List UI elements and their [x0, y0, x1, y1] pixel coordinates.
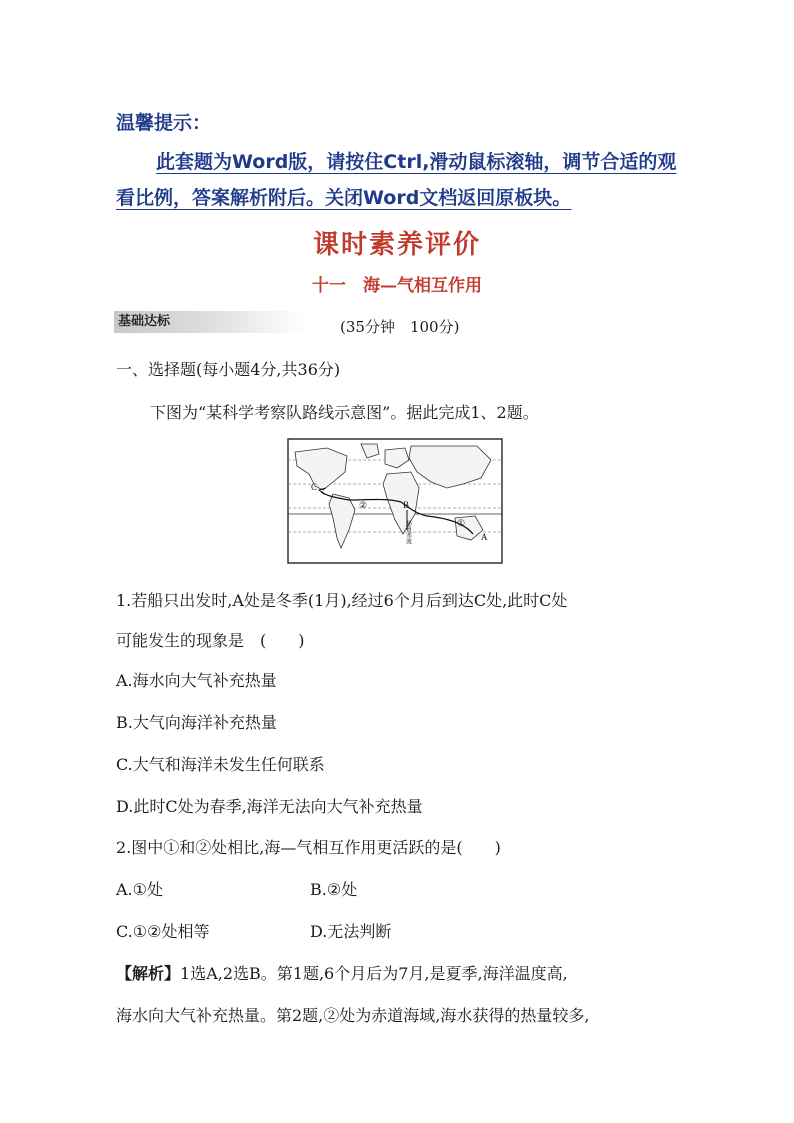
question-intro: 下图为“某科学考察队路线示意图”。据此完成1、2题。 [150, 403, 539, 422]
q2-option-d: D.无法判断 [310, 922, 392, 941]
label-b: B [403, 500, 410, 510]
analysis-tag: 【解析】 [116, 964, 181, 983]
section-heading: 一、选择题(每小题4分,共36分) [116, 360, 341, 379]
analysis-text: 1选A,2选B。第1题,6个月后为7月,是夏季,海洋温度高, [180, 964, 568, 983]
q1-option-c: C.大气和海洋未发生任何联系 [116, 755, 325, 774]
time-score: (35分钟 100分) [340, 318, 460, 336]
q2-stem: 2.图中①和②处相比,海—气相互作用更活跃的是( ) [116, 838, 501, 857]
q2-option-b: B.②处 [310, 880, 358, 899]
q2-option-c: C.①②处相等 [116, 922, 210, 941]
label-two: ② [359, 500, 368, 510]
q2-option-a: A.①处 [116, 880, 163, 899]
q1-option-a: A.海水向大气补充热量 [116, 671, 277, 690]
route-map [287, 438, 503, 564]
lesson-subtitle: 十一 海—气相互作用 [312, 276, 482, 296]
level-badge: 基础达标 [114, 311, 308, 333]
tip-title: 温馨提示： [116, 112, 212, 134]
label-one: ① [457, 518, 466, 528]
tip-body: 此套题为Word版，请按住Ctrl,滑动鼠标滚轴，调节合适的观看比例，答案解析附后。关闭Word文档返回原板块。 [116, 151, 677, 209]
label-current: 秘鲁寒流 [404, 520, 412, 544]
q1-option-b: B.大气向海洋补充热量 [116, 713, 277, 732]
label-a: A [481, 532, 488, 542]
q1-option-d: D.此时C处为春季,海洋无法向大气补充热量 [116, 797, 423, 816]
q1-line1: 1.若船只出发时,A处是冬季(1月),经过6个月后到达C处,此时C处 [116, 591, 568, 610]
q1-line2: 可能发生的现象是 ( ) [116, 631, 305, 650]
analysis-line1 [116, 961, 568, 984]
page-title: 课时素养评价 [312, 230, 481, 260]
label-c: C [311, 482, 318, 492]
analysis-line2: 海水向大气补充热量。第2题,②处为赤道海域,海水获得的热量较多, [116, 1006, 590, 1025]
